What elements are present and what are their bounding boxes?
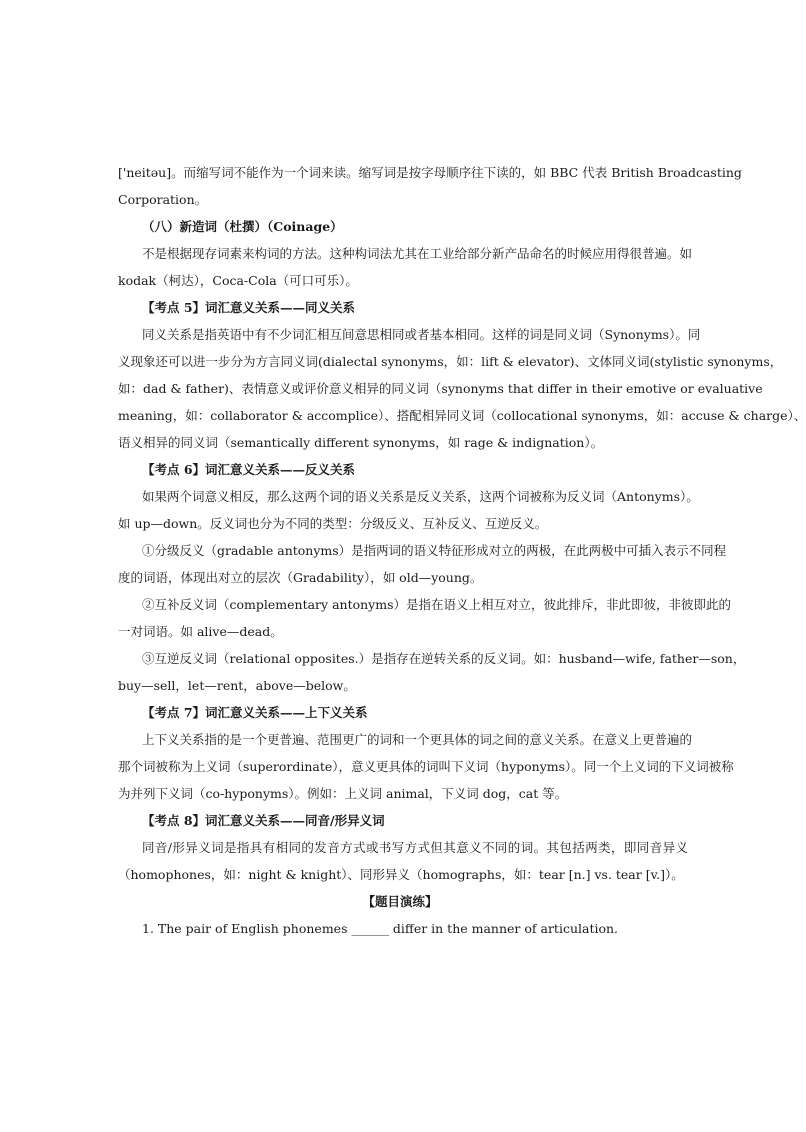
section-heading-point-7: 【考点 7】词汇意义关系——上下义关系 [142,705,368,720]
text-line: 一对词语。如 alive—dead。 [118,624,283,639]
section-heading-point-6: 【考点 6】词汇意义关系——反义关系 [142,462,356,477]
text-line: 为并列下义词（co-hyponyms）。例如：上义词 animal，下义词 dog，cat 等。 [118,786,568,801]
section-heading-point-5: 【考点 5】词汇意义关系——同义关系 [142,300,356,315]
text-line: 上下义关系指的是一个更普遍、范围更广的词和一个更具体的词之间的意义关系。在意义上更普遍的 [142,732,693,747]
text-line: 义现象还可以进一步分为方言同义词(dialectal synonyms，如：lift & elevator)、文体同义词(stylistic synonyms， [118,354,783,369]
text-line: meaning，如：collaborator & accomplice）、搭配相异同义词（collocational synonyms，如：accuse & charge）、 [118,408,806,423]
text-line: buy—sell，let—rent，above—below。 [118,678,356,693]
text-line: kodak（柯达），Coca-Cola（可口可乐）。 [118,273,358,288]
text-line: ②互补反义词（complementary antonyms）是指在语义上相互对立，彼此排斥，非此即彼，非彼即此的 [142,597,731,612]
text-line: 度的词语，体现出对立的层次（Gradability），如 old—young。 [118,570,483,585]
text-line: 不是根据现存词素来构词的方法。这种构词法尤其在工业给部分新产品命名的时候应用得很普遍。如 [142,246,693,261]
text-line: 那个词被称为上义词（superordinate），意义更具体的词叫下义词（hyponyms）。同一个上义词的下义词被称 [118,759,734,774]
text-line: 如：dad & father)、表情意义或评价意义相异的同义词（synonyms that differ in their emotive or evaluative [118,381,763,396]
text-line: （homophones，如：night & knight）、同形异义（homographs，如：tear [n.] vs. tear [v.]）。 [118,867,684,882]
exercise-title: 【题目演练】 [362,894,438,909]
text-line: 如果两个词意义相反，那么这两个词的语义关系是反义关系，这两个词被称为反义词（Antonyms）。 [142,489,699,504]
text-line: ①分级反义（gradable antonyms）是指两词的语义特征形成对立的两极，在此两极中可插入表示不同程 [142,543,727,558]
text-line: ['neitəu]。而缩写词不能作为一个词来读。缩写词是按字母顺序往下读的，如 BBC 代表 British Broadcasting [118,165,742,180]
text-line: 同义关系是指英语中有不少词汇相互间意思相同或者基本相同。这样的词是同义词（Synonyms）。同 [142,327,701,342]
text-line: Corporation。 [118,192,208,207]
text-line: 语义相异的同义词（semantically different synonyms，如 rage & indignation）。 [118,435,604,450]
section-heading-point-8: 【考点 8】词汇意义关系——同音/形异义词 [142,813,385,828]
text-line: ③互逆反义词（relational opposites.）是指存在逆转关系的反义词。如：husband—wife, father—son， [142,651,746,666]
question-1: 1. The pair of English phonemes ______ differ in the manner of articulation. [142,921,619,936]
text-line: 如 up—down。反义词也分为不同的类型：分级反义、互补反义、互逆反义。 [118,516,548,531]
section-heading-coinage: （八）新造词（杜撰）（Coinage） [142,219,343,234]
text-line: 同音/形异义词是指具有相同的发音方式或书写方式但其意义不同的词。其包括两类，即同音异义 [142,840,688,855]
